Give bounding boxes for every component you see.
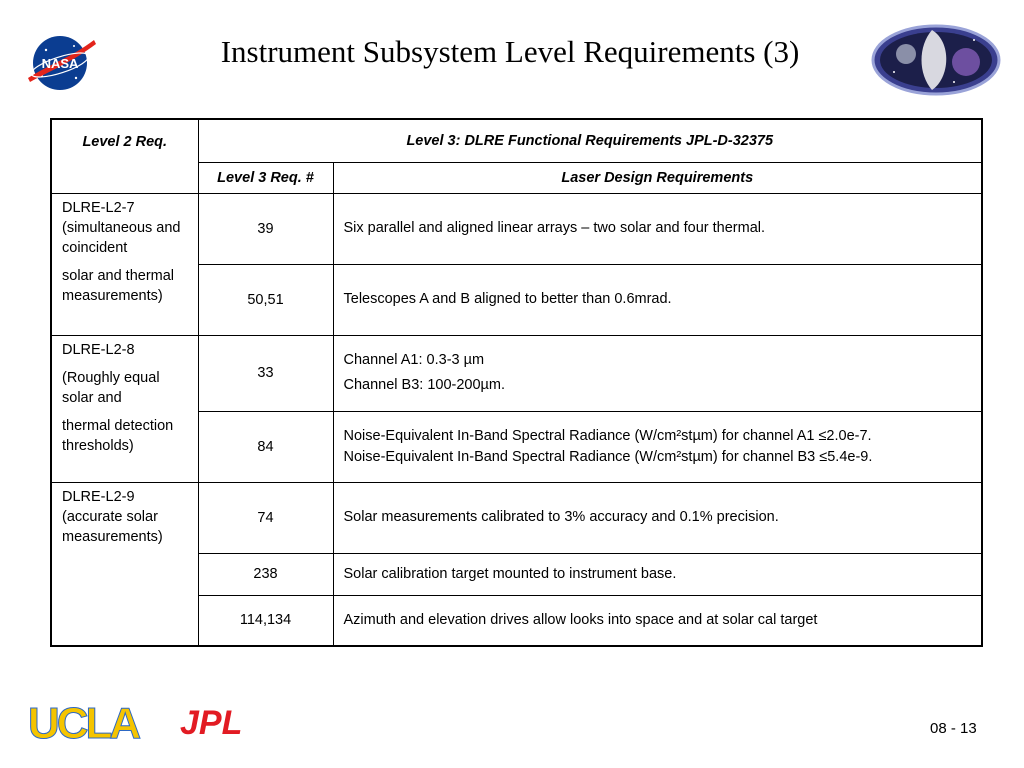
level2-text: solar and thermal measurements) xyxy=(62,267,175,304)
jpl-logo xyxy=(176,704,286,738)
table-row xyxy=(51,193,982,264)
req-number: 50,51 xyxy=(198,264,333,335)
level2-text: (Roughly equal solar and xyxy=(62,369,160,406)
mission-emblem xyxy=(870,24,1002,96)
level2-text: DLRE-L2-7 (simultaneous and coincident xyxy=(62,199,181,256)
level2-cell xyxy=(51,482,198,646)
req-number: 33 xyxy=(198,335,333,411)
req-description: Telescopes A and B aligned to better than 0.6mrad. xyxy=(333,264,982,335)
level2-text: DLRE-L2-8 xyxy=(62,341,135,358)
header-design: Laser Design Requirements xyxy=(333,162,982,193)
req-description: Channel A1: 0.3-3 µm Channel B3: 100-200µm. xyxy=(333,335,982,411)
req-description: Six parallel and aligned linear arrays – two solar and four thermal. xyxy=(333,193,982,264)
level2-text: DLRE-L2-9 (accurate solar measurements) xyxy=(62,488,163,545)
req-description: Noise-Equivalent In-Band Spectral Radiance (W/cm²stµm) for channel A1 ≤2.0e-7. Noise-Equivalent In-Band Spectral Radiance (W/cm²stµm) for channel B3 ≤5.4e-9. xyxy=(333,411,982,482)
ucla-logo xyxy=(26,700,148,744)
nasa-logo xyxy=(24,32,98,94)
level2-cell xyxy=(51,335,198,482)
level2-text: thermal detection thresholds) xyxy=(62,417,174,454)
req-description: Solar calibration target mounted to instrument base. xyxy=(333,553,982,595)
level2-cell xyxy=(51,193,198,335)
svg-text:UCLA: UCLA xyxy=(28,700,139,744)
slide-title: Instrument Subsystem Level Requirements (3) xyxy=(220,34,800,69)
req-description: Azimuth and elevation drives allow looks into space and at solar cal target xyxy=(333,595,982,646)
requirements-table xyxy=(50,118,983,647)
req-number: 74 xyxy=(198,482,333,553)
req-number: 114,134 xyxy=(198,595,333,646)
header-req-num: Level 3 Req. # xyxy=(198,162,333,193)
svg-text:JPL: JPL xyxy=(180,704,243,738)
req-number: 238 xyxy=(198,553,333,595)
page-number: 08 - 13 xyxy=(930,720,977,737)
req-number: 84 xyxy=(198,411,333,482)
svg-text:NASA: NASA xyxy=(41,56,79,71)
req-number: 39 xyxy=(198,193,333,264)
header-level2: Level 2 Req. xyxy=(51,119,198,193)
header-level3: Level 3: DLRE Functional Requirements JPL-D-32375 xyxy=(198,119,982,162)
req-description: Solar measurements calibrated to 3% accuracy and 0.1% precision. xyxy=(333,482,982,553)
table-row xyxy=(51,482,982,553)
table-row xyxy=(51,335,982,411)
